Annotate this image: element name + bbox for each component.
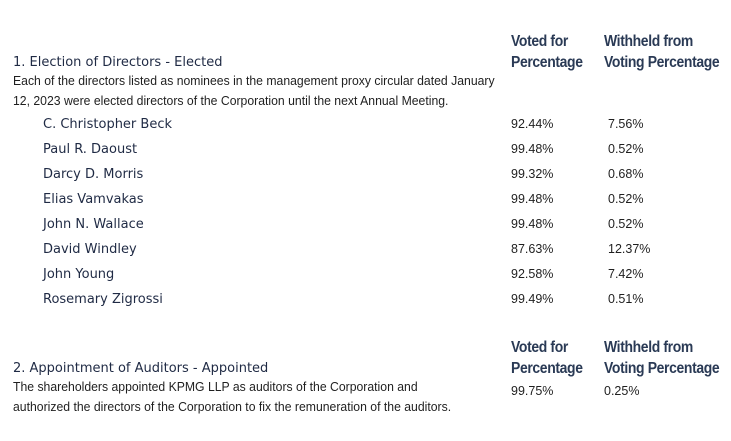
withheld-header-2-line2: Voting Percentage xyxy=(604,360,720,377)
director-voted-for: 99.48% xyxy=(511,192,554,206)
director-name: John Young xyxy=(43,267,115,282)
voted-for-header-1-line1: Voted for xyxy=(511,33,568,50)
section2-description-line2: authorized the directors of the Corporation to fix the remuneration of the auditors. xyxy=(13,399,452,414)
director-voted-for: 87.63% xyxy=(511,242,554,256)
withheld-header-2-line1: Withheld from xyxy=(604,339,693,356)
director-row xyxy=(0,292,731,317)
director-voted-for: 92.44% xyxy=(511,117,554,131)
director-withheld: 0.51% xyxy=(608,292,644,306)
director-withheld: 0.52% xyxy=(608,217,644,231)
director-voted-for: 99.32% xyxy=(511,167,554,181)
director-name: David Windley xyxy=(43,242,137,257)
section1-title: 1. Election of Directors - Elected xyxy=(13,55,223,70)
voted-for-header-2 xyxy=(511,337,583,379)
section2-description xyxy=(13,377,451,417)
director-voted-for: 99.48% xyxy=(511,142,554,156)
section2-description-line1: The shareholders appointed KPMG LLP as auditors of the Corporation and xyxy=(13,379,418,394)
director-row xyxy=(0,167,731,192)
director-row xyxy=(0,217,731,242)
director-withheld: 0.52% xyxy=(608,192,644,206)
director-voted-for: 99.48% xyxy=(511,217,554,231)
withheld-header-1-line2: Voting Percentage xyxy=(604,54,720,71)
auditors-voted-for: 99.75% xyxy=(511,384,554,398)
director-name: Rosemary Zigrossi xyxy=(43,292,163,307)
director-withheld: 0.68% xyxy=(608,167,644,181)
withheld-header-1-line1: Withheld from xyxy=(604,33,693,50)
director-row xyxy=(0,117,731,142)
section2-title: 2. Appointment of Auditors - Appointed xyxy=(13,361,269,376)
director-withheld: 7.56% xyxy=(608,117,644,131)
director-voted-for: 99.49% xyxy=(511,292,554,306)
director-name: John N. Wallace xyxy=(43,217,144,232)
director-withheld: 0.52% xyxy=(608,142,644,156)
section1-description-line2: 12, 2023 were elected directors of the Corporation until the next Annual Meeting. xyxy=(13,93,449,108)
director-row xyxy=(0,267,731,292)
withheld-header-1 xyxy=(604,31,719,73)
auditors-withheld: 0.25% xyxy=(604,384,640,398)
voted-for-header-2-line2: Percentage xyxy=(511,360,583,377)
director-row xyxy=(0,142,731,167)
director-voted-for: 92.58% xyxy=(511,267,554,281)
voted-for-header-1-line2: Percentage xyxy=(511,54,583,71)
withheld-header-2 xyxy=(604,337,719,379)
director-name: C. Christopher Beck xyxy=(43,117,172,132)
director-withheld: 7.42% xyxy=(608,267,644,281)
director-name: Paul R. Daoust xyxy=(43,142,138,157)
director-name: Darcy D. Morris xyxy=(43,167,144,182)
director-withheld: 12.37% xyxy=(608,242,651,256)
director-row xyxy=(0,242,731,267)
section1-description xyxy=(13,71,495,111)
section1-description-line1: Each of the directors listed as nominees in the management proxy circular dated January xyxy=(13,73,495,88)
director-name: Elias Vamvakas xyxy=(43,192,144,207)
voted-for-header-2-line1: Voted for xyxy=(511,339,568,356)
voted-for-header-1 xyxy=(511,31,583,73)
director-row xyxy=(0,192,731,217)
